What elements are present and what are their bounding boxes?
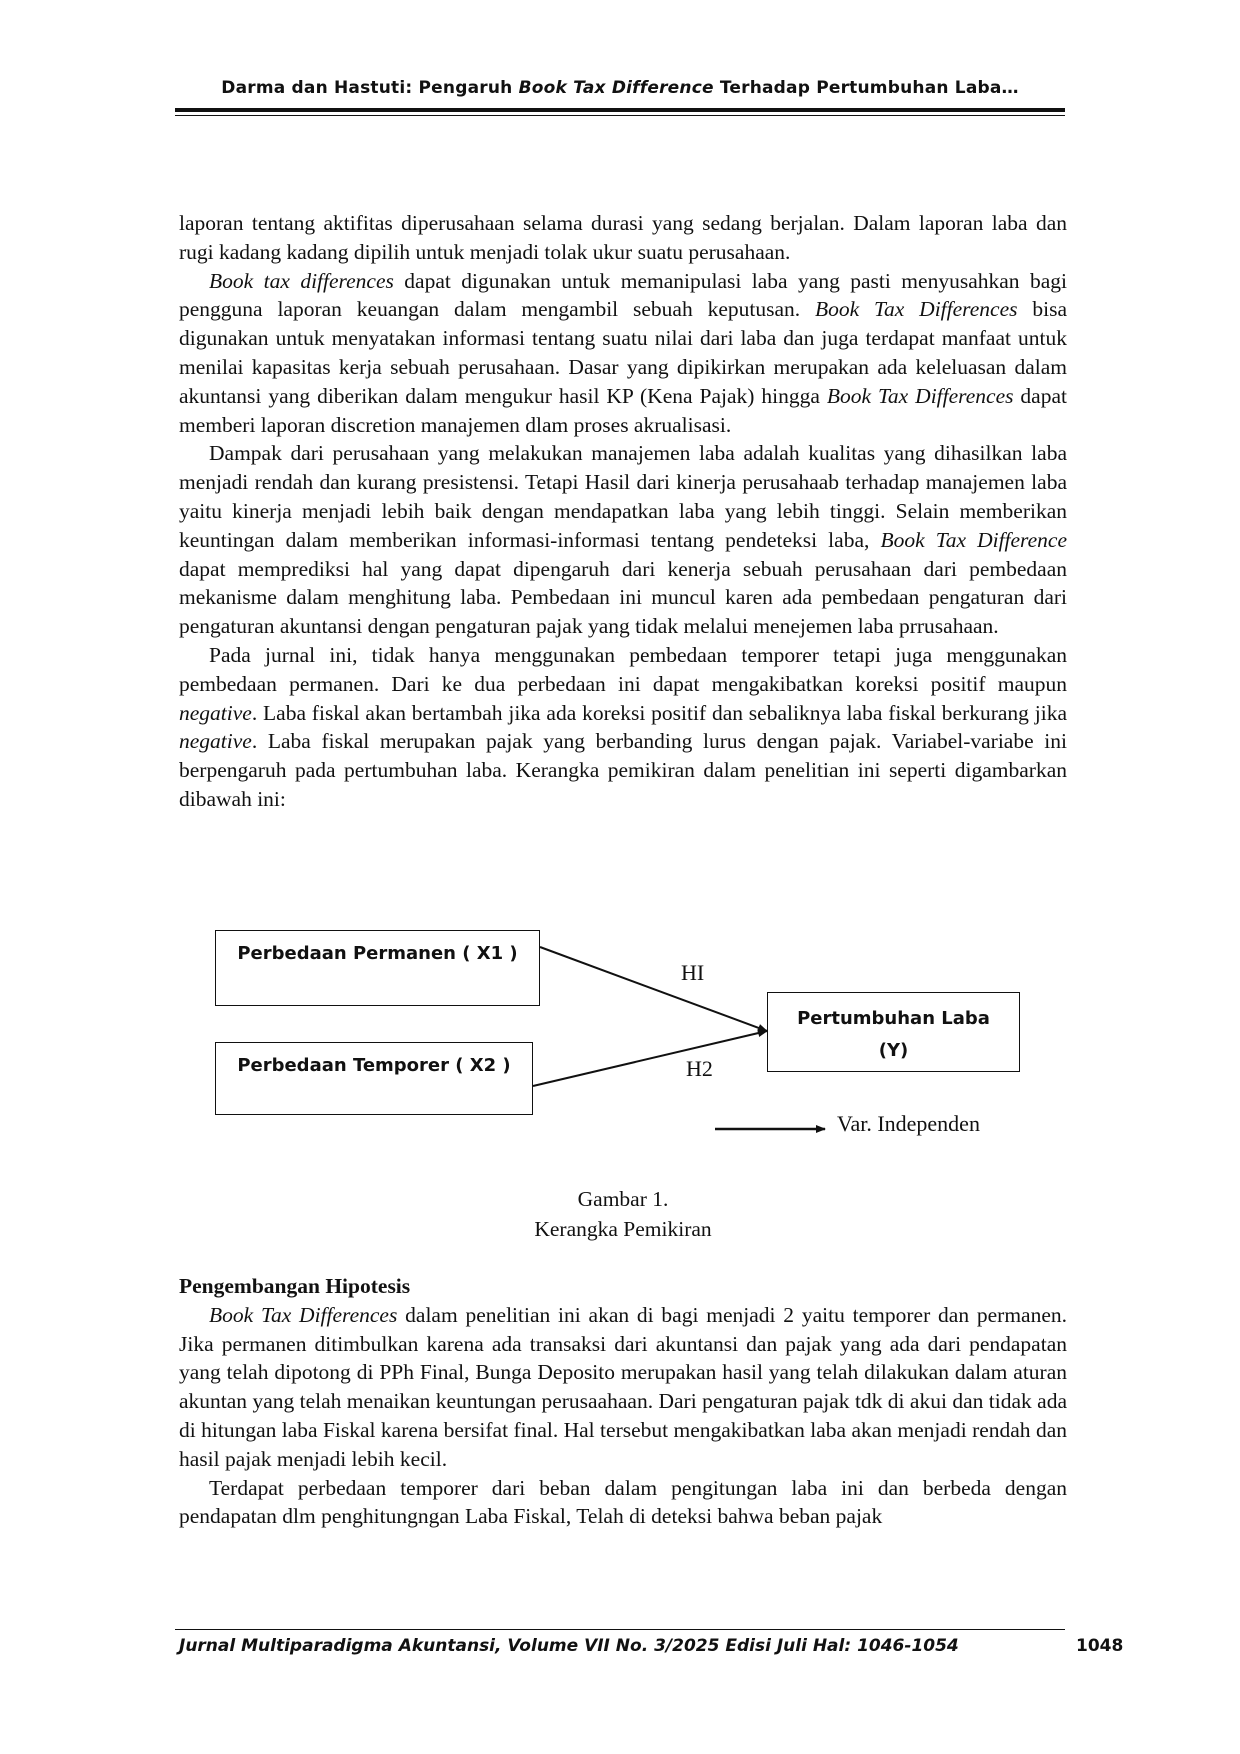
header-rule-thin xyxy=(175,115,1065,116)
arrow-x1-to-y xyxy=(540,947,767,1031)
box-y-label-line2: (Y) xyxy=(878,1040,909,1061)
paragraph-2 xyxy=(179,267,1067,440)
figure-caption-title: Kerangka Pemikiran xyxy=(534,1217,712,1241)
paragraph-2-italic-3: Book Tax Differences xyxy=(826,383,1014,408)
box-pertumbuhan-laba xyxy=(767,992,1020,1072)
paragraph-4 xyxy=(179,641,1067,814)
paragraph-5-text-1: dalam penelitian ini akan di bagi menjadi 2 yaitu temporer dan permanen. Jika permanen ditimbulkan karena ada transaksi dari akuntansi dan pajak yang ada dari pendapatan yang telah dipotong di PPh Final, Bunga Deposito merupakan hasil yang telah dilakukan dalam aturan akuntan yang telah menaikan keuntungan perusaahaan. Dari pengaturan pajak tdk di akui dan tidak ada di hitungan laba Fiskal karena bersifat final. Hal tersebut mengakibatkan laba akan menjadi rendah dan hasil pajak menjadi lebih kecil. xyxy=(179,1302,1067,1471)
hypothesis-label-h1: HI xyxy=(681,960,705,985)
section-heading: Pengembangan Hipotesis xyxy=(179,1274,411,1298)
paragraph-4-text-3: . Laba fiskal merupakan pajak yang berbanding lurus dengan pajak. Variabel-variabe ini berpengaruh pada pertumbuhan laba. Kerangka pemikiran dalam penelitian ini seperti digambarkan dibawah ini: xyxy=(179,729,1067,811)
paragraph-4-italic-1: negative xyxy=(179,700,252,725)
framework-diagram xyxy=(150,910,1050,1170)
paragraph-3-text-2: dapat memprediksi hal yang dapat dipengaruh dari kenerja sebuah perusahaan dari pembedaan mekanisme dalam menghitung laba. Pembedaan ini muncul karen ada pembedaan pengaturan dari pengaturan akuntansi dengan pengaturan pajak yang tidak melalui menejemen laba prrusahaan. xyxy=(179,556,1067,639)
box-x1-label: Perbedaan Permanen ( X1 ) xyxy=(237,943,518,964)
paragraph-1: laporan tentang aktifitas diperusahaan selama durasi yang sedang berjalan. Dalam laporan laba dan rugi kadang kadang dipilih untuk menjadi tolak ukur suatu perusahaan. xyxy=(179,211,1067,264)
paragraph-5 xyxy=(179,1301,1067,1474)
box-y-label-line1: Pertumbuhan Laba xyxy=(797,1008,990,1029)
header-text-italic: Book Tax Difference xyxy=(518,78,714,98)
paragraph-3-italic-1: Book Tax Difference xyxy=(880,527,1068,552)
paragraph-4-text-2: . Laba fiskal akan bertambah jika ada koreksi positif dan sebaliknya laba fiskal berkurang jika xyxy=(251,700,1067,725)
paragraph-2-italic-1: Book tax differences xyxy=(209,268,394,293)
paragraph-3 xyxy=(179,439,1067,641)
running-header xyxy=(175,78,1065,98)
paragraph-2-text-1: dapat digunakan untuk memanipulasi laba yang pasti menyusahkan bagi pengguna laporan keuangan dalam mengambil sebuah keputusan. xyxy=(179,268,1067,322)
header-text-pre: Darma dan Hastuti: Pengaruh xyxy=(221,78,519,98)
legend-label: Var. Independen xyxy=(837,1111,980,1136)
footer-journal: Jurnal Multiparadigma Akuntansi, Volume VII No. 3/2025 Edisi Juli Hal: 1046-1054 xyxy=(179,1636,959,1656)
paragraph-5-italic-1: Book Tax Differences xyxy=(209,1302,398,1327)
body-text-top xyxy=(179,209,1067,814)
figure-caption xyxy=(179,1184,1067,1244)
box-x2-label: Perbedaan Temporer ( X2 ) xyxy=(237,1055,511,1076)
paragraph-2-text-2: bisa digunakan untuk menyatakan informasi tentang suatu nilai dari laba dan juga terdapat manfaat untuk menilai kapasitas kerja sebuah perusahaan. Dasar yang dipikirkan merupakan ada keleluasan dalam akuntansi yang diberikan dalam mengukur hasil KP (Kena Pajak) hingga xyxy=(179,297,1067,408)
hypothesis-label-h2: H2 xyxy=(686,1056,713,1081)
paragraph-4-italic-2: negative xyxy=(179,729,252,754)
figure-caption-number: Gambar 1. xyxy=(577,1187,669,1211)
paragraph-2-italic-2: Book Tax Differences xyxy=(815,297,1018,322)
arrow-x2-to-y xyxy=(533,1031,767,1086)
header-text-post: Terhadap Pertumbuhan Laba… xyxy=(713,78,1019,98)
page-number: 1048 xyxy=(1076,1636,1124,1656)
paragraph-6: Terdapat perbedaan temporer dari beban dalam pengitungan laba ini dan berbeda dengan pendapatan dlm penghitungngan Laba Fiskal, Telah di deteksi bahwa beban pajak xyxy=(179,1475,1067,1529)
footer-rule xyxy=(175,1629,1065,1630)
box-perbedaan-permanen xyxy=(215,930,540,1006)
header-rule-thick xyxy=(175,108,1065,112)
paragraph-2-text-3: dapat memberi laporan discretion manajemen dlam proses akrualisasi. xyxy=(179,383,1067,437)
paragraph-3-text-1: Dampak dari perusahaan yang melakukan manajemen laba adalah kualitas yang dihasilkan laba menjadi rendah dan kurang presistensi. Tetapi Hasil dari kinerja perusahaab terhadap manajemen laba yaitu kinerja menjadi lebih baik dengan mendapatkan laba yang lebih tinggi. Selain memberikan keuntingan dalam memberikan informasi-informasi tentang pendeteksi laba, xyxy=(179,441,1067,552)
body-text-bottom xyxy=(179,1272,1067,1531)
box-perbedaan-temporer xyxy=(215,1042,533,1115)
paragraph-4-text-1: Pada jurnal ini, tidak hanya menggunakan pembedaan temporer tetapi juga menggunakan pembedaan permanen. Dari ke dua perbedaan ini dapat mengakibatkan koreksi positif maupun xyxy=(179,642,1067,696)
